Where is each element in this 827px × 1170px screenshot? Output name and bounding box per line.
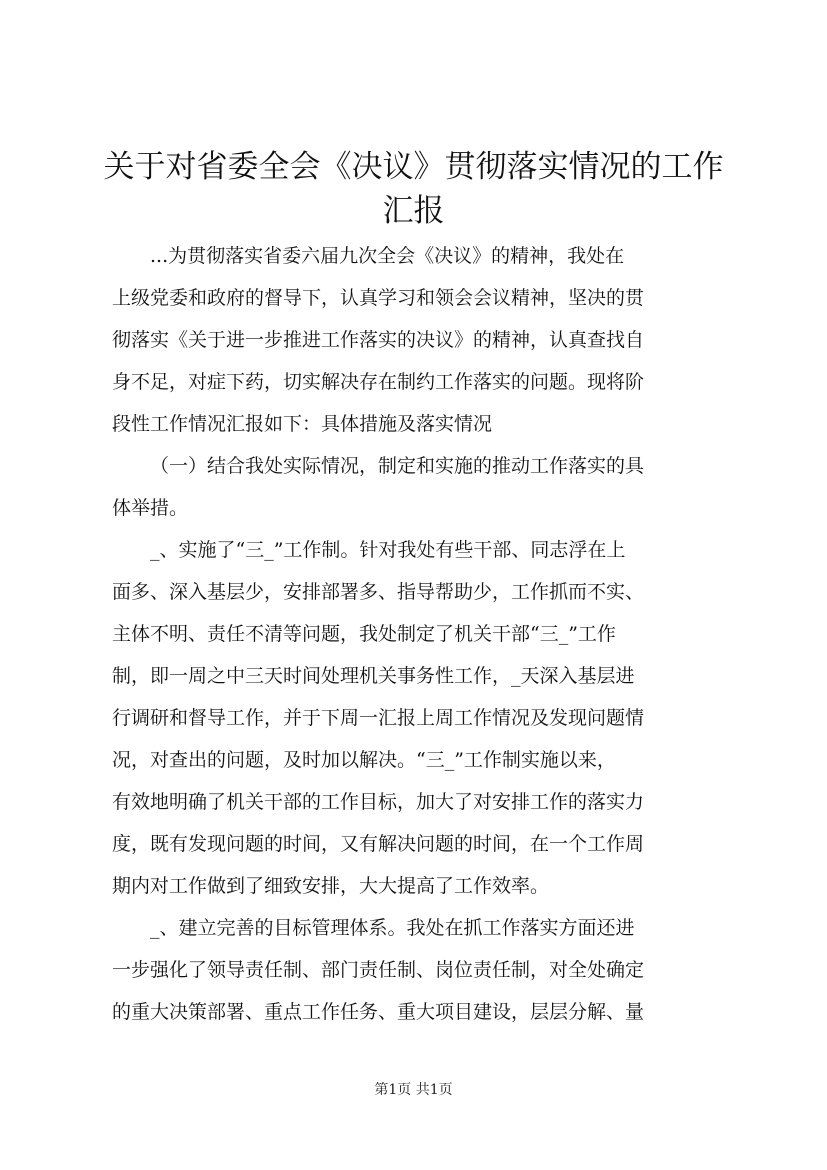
body-line: 的重大决策部署、重点工作任务、重大项目建设，层层分解、量 xyxy=(112,1001,645,1023)
body-line: _、建立完善的目标管理体系。我处在抓工作落实方面还进 xyxy=(150,917,635,939)
document-title-line-1: 关于对省委全会《决议》贯彻落实情况的工作 xyxy=(103,149,724,185)
body-line: 彻落实《关于进一步推进工作落实的决议》的精神，认真查找自 xyxy=(112,329,645,351)
body-line: 有效地明确了机关干部的工作目标，加大了对安排工作的落实力 xyxy=(112,791,645,813)
body-line: 度，既有发现问题的时间，又有解决问题的时间，在一个工作周 xyxy=(112,833,645,855)
body-line: 体举措。 xyxy=(112,497,189,519)
body-line: 况，对查出的问题，及时加以解决。“三_”工作制实施以来， xyxy=(112,749,616,771)
body-line: 主体不明、责任不清等问题，我处制定了机关干部“三_”工作 xyxy=(112,623,616,645)
body-line: ...为贯彻落实省委六届九次全会《决议》的精神，我处在 xyxy=(150,245,625,267)
body-line: 一步强化了领导责任制、部门责任制、岗位责任制，对全处确定 xyxy=(112,959,645,981)
body-line: 行调研和督导工作，并于下周一汇报上周工作情况及发现问题情 xyxy=(112,707,645,729)
body-line: 期内对工作做到了细致安排，大大提高了工作效率。 xyxy=(112,875,550,897)
body-line: （一）结合我处实际情况，制定和实施的推动工作落实的具 xyxy=(150,455,645,477)
body-line: 制，即一周之中三天时间处理机关事务性工作，_天深入基层进 xyxy=(112,665,635,687)
document-title-line-2: 汇报 xyxy=(382,193,445,229)
body-line: 段性工作情况汇报如下：具体措施及落实情况 xyxy=(112,413,493,435)
page-number-footer: 第1页 共1页 xyxy=(374,1082,453,1098)
body-line: 身不足，对症下药，切实解决存在制约工作落实的问题。现将阶 xyxy=(112,371,645,393)
body-line: _、实施了“三_”工作制。针对我处有些干部、同志浮在上 xyxy=(150,539,626,561)
body-line: 面多、深入基层少，安排部署多、指导帮助少，工作抓而不实、 xyxy=(112,581,645,603)
body-line: 上级党委和政府的督导下，认真学习和领会会议精神，坚决的贯 xyxy=(112,287,645,309)
